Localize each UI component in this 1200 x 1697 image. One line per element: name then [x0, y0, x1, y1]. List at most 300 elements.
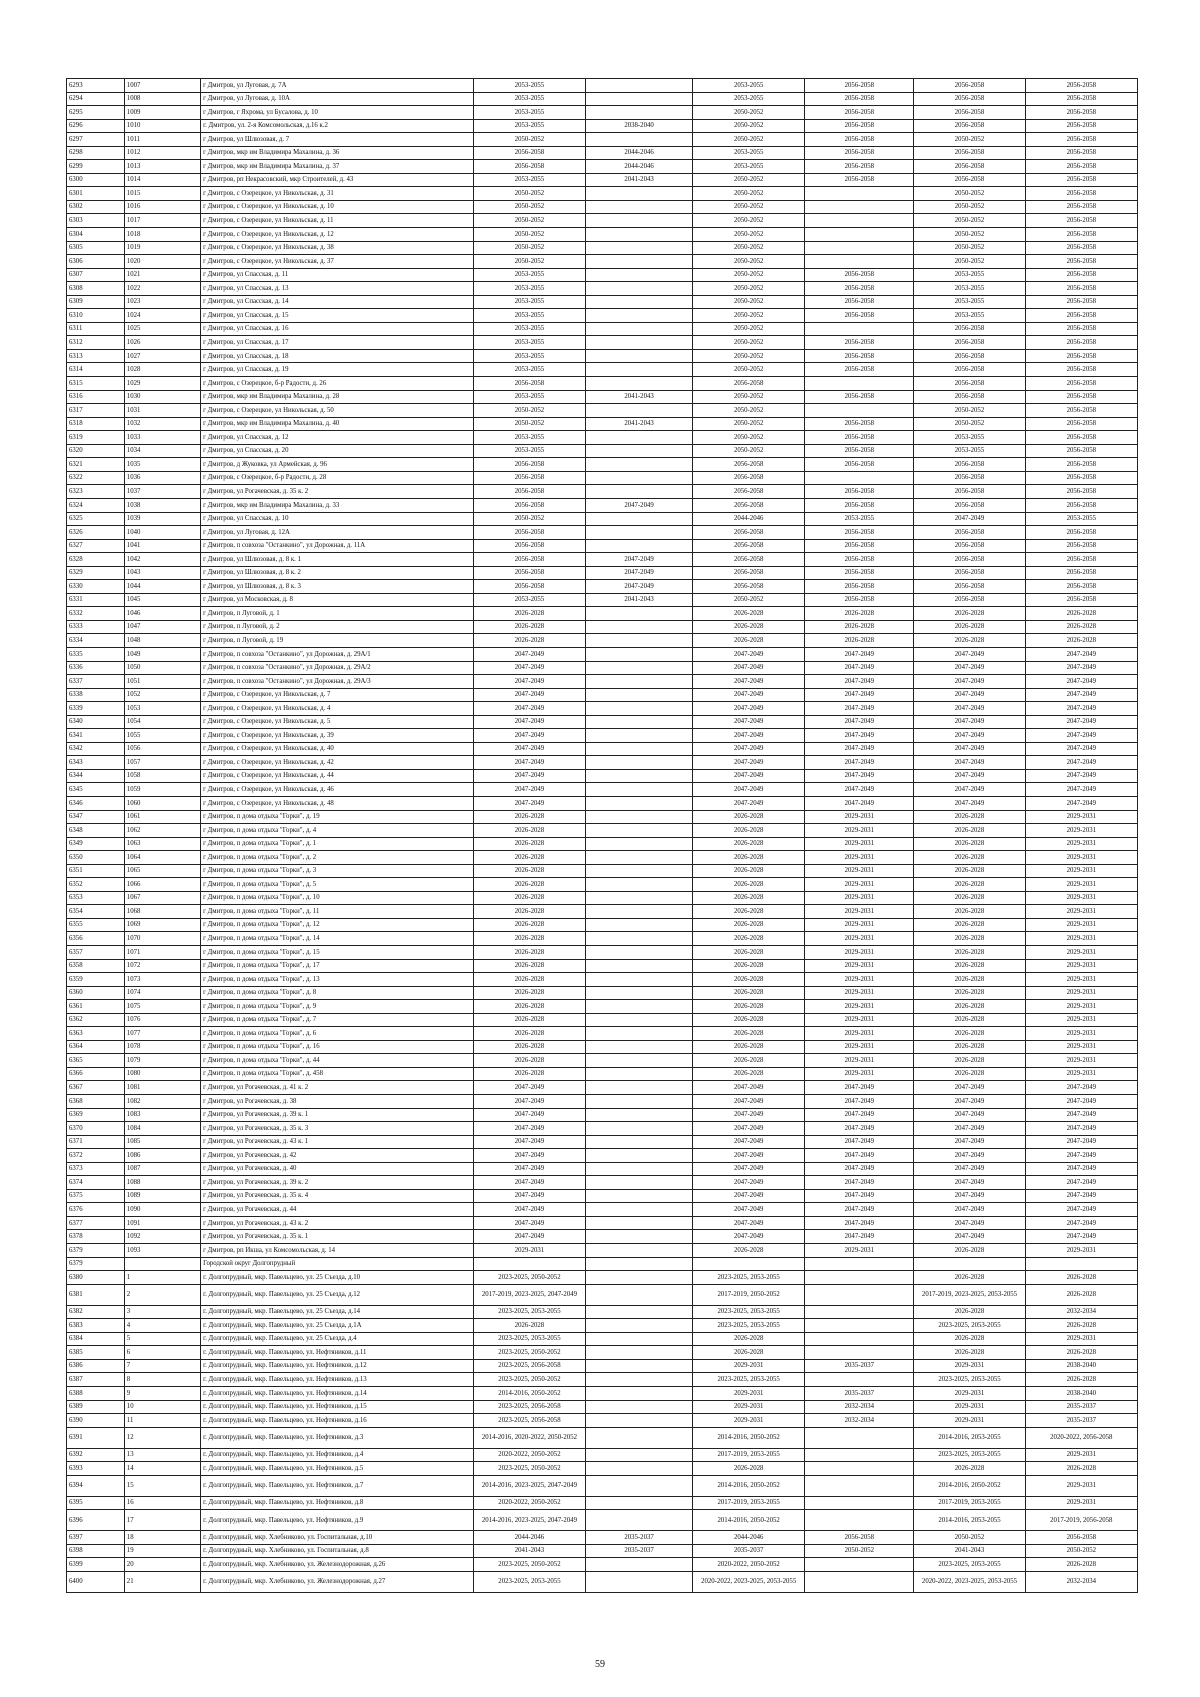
- cell-period-4: [805, 1462, 914, 1476]
- cell-period-3: 2050-2052: [693, 363, 805, 377]
- cell-period-4: 2035-2037: [805, 1386, 914, 1400]
- cell-period-5: 2053-2055: [914, 295, 1025, 309]
- cell-period-1: 2050-2052: [473, 133, 585, 147]
- cell-period-6: 2047-2049: [1025, 647, 1137, 661]
- cell-address: г Дмитров, п дома отдыха "Горки", д. 15: [201, 946, 474, 960]
- cell-period-2: [586, 620, 693, 634]
- cell-row-number: 6315: [67, 377, 125, 391]
- cell-item-number: 1088: [124, 1176, 200, 1190]
- table-row: [67, 1271, 1138, 1285]
- cell-address: г Дмитров, с Озерецкое, ул Никольская, д. 11: [201, 214, 474, 228]
- cell-period-4: 2047-2049: [805, 1216, 914, 1230]
- cell-period-3: 2044-2046: [693, 512, 805, 526]
- table-row: [67, 715, 1138, 729]
- cell-period-3: 2050-2052: [693, 431, 805, 445]
- cell-period-5: 2017-2019, 2053-2055: [914, 1496, 1025, 1510]
- cell-period-2: [586, 309, 693, 323]
- cell-period-6: 2056-2058: [1025, 431, 1137, 445]
- cell-period-1: 2026-2028: [473, 1319, 585, 1333]
- cell-period-4: 2056-2058: [805, 363, 914, 377]
- cell-period-3: 2026-2028: [693, 891, 805, 905]
- cell-period-4: 2047-2049: [805, 688, 914, 702]
- cell-item-number: 20: [124, 1558, 200, 1572]
- cell-period-1: 2026-2028: [473, 932, 585, 946]
- cell-period-1: 2026-2028: [473, 1000, 585, 1014]
- cell-period-3: 2020-2022, 2050-2052: [693, 1558, 805, 1572]
- cell-period-5: 2026-2028: [914, 973, 1025, 987]
- cell-period-1: 2047-2049: [473, 715, 585, 729]
- cell-period-5: 2023-2025, 2053-2055: [914, 1373, 1025, 1387]
- cell-period-5: 2026-2028: [914, 918, 1025, 932]
- cell-address: г Дмитров, ул Спасская, д. 12: [201, 431, 474, 445]
- cell-address: г Дмитров, п совхоза "Останкино", ул Дорожная, д. 11А: [201, 539, 474, 553]
- cell-period-2: [586, 878, 693, 892]
- cell-item-number: 1052: [124, 688, 200, 702]
- cell-period-5: 2053-2055: [914, 431, 1025, 445]
- cell-row-number: 6391: [67, 1427, 125, 1448]
- cell-address: г Дмитров, п дома отдыха "Горки", д. 7: [201, 1013, 474, 1027]
- cell-item-number: 1069: [124, 918, 200, 932]
- cell-period-3: 2047-2049: [693, 769, 805, 783]
- cell-period-2: [586, 1135, 693, 1149]
- cell-address: г Дмитров, ул Рогачевская, д. 43 к. 2: [201, 1216, 474, 1230]
- cell-period-6: 2047-2049: [1025, 729, 1137, 743]
- cell-period-6: 2029-2031: [1025, 1496, 1137, 1510]
- cell-address: г. Долгопрудный, мкр. Павельцево, ул. Нефтяников, д.16: [201, 1414, 474, 1428]
- cell-period-2: [586, 864, 693, 878]
- cell-address: г Дмитров, ул Рогачевская, д. 43 к. 1: [201, 1135, 474, 1149]
- cell-period-5: 2047-2049: [914, 1203, 1025, 1217]
- cell-period-3: 2050-2052: [693, 255, 805, 269]
- cell-period-4: 2056-2058: [805, 1531, 914, 1545]
- table-row: [67, 946, 1138, 960]
- cell-period-3: 2026-2028: [693, 1244, 805, 1258]
- cell-period-1: 2056-2058: [473, 526, 585, 540]
- cell-period-1: 2056-2058: [473, 566, 585, 580]
- cell-period-4: 2056-2058: [805, 580, 914, 594]
- cell-period-4: 2047-2049: [805, 796, 914, 810]
- cell-period-2: [586, 932, 693, 946]
- cell-period-3: 2023-2025, 2053-2055: [693, 1319, 805, 1333]
- cell-period-5: 2056-2058: [914, 471, 1025, 485]
- cell-period-2: [586, 702, 693, 716]
- cell-row-number: 6337: [67, 675, 125, 689]
- cell-period-6: 2026-2028: [1025, 607, 1137, 621]
- cell-period-3: 2047-2049: [693, 1189, 805, 1203]
- cell-period-5: 2047-2049: [914, 796, 1025, 810]
- cell-address: г Дмитров, п Луговой, д. 2: [201, 620, 474, 634]
- cell-period-1: 2026-2028: [473, 864, 585, 878]
- cell-period-3: 2026-2028: [693, 1054, 805, 1068]
- cell-period-2: [586, 1400, 693, 1414]
- cell-address: г. Долгопрудный, мкр. Павельцево, ул. 25 Съезда, д.14: [201, 1305, 474, 1319]
- cell-period-4: [805, 404, 914, 418]
- schedule-table-sheet: [66, 78, 1138, 1593]
- cell-item-number: 17: [124, 1510, 200, 1531]
- cell-period-6: 2029-2031: [1025, 1067, 1137, 1081]
- cell-period-1: 2047-2049: [473, 702, 585, 716]
- cell-period-3: 2026-2028: [693, 1027, 805, 1041]
- cell-row-number: 6385: [67, 1346, 125, 1360]
- cell-period-6: 2047-2049: [1025, 1176, 1137, 1190]
- cell-period-4: [805, 1448, 914, 1462]
- cell-period-4: [805, 377, 914, 391]
- cell-period-4: [805, 1257, 914, 1271]
- cell-period-2: [586, 905, 693, 919]
- cell-item-number: 1087: [124, 1162, 200, 1176]
- cell-item-number: 1085: [124, 1135, 200, 1149]
- cell-period-4: 2056-2058: [805, 146, 914, 160]
- cell-row-number: 6384: [67, 1332, 125, 1346]
- cell-period-3: 2053-2055: [693, 146, 805, 160]
- cell-period-6: 2047-2049: [1025, 1203, 1137, 1217]
- cell-period-2: [586, 349, 693, 363]
- cell-item-number: 1037: [124, 485, 200, 499]
- cell-period-4: 2056-2058: [805, 79, 914, 93]
- cell-period-2: [586, 431, 693, 445]
- cell-period-2: 2041-2043: [586, 593, 693, 607]
- cell-item-number: 1077: [124, 1027, 200, 1041]
- cell-period-4: 2047-2049: [805, 1108, 914, 1122]
- cell-period-2: [586, 1257, 693, 1271]
- cell-period-3: 2023-2025, 2053-2055: [693, 1373, 805, 1387]
- cell-period-2: 2047-2049: [586, 566, 693, 580]
- cell-period-1: 2047-2049: [473, 1149, 585, 1163]
- cell-period-2: [586, 715, 693, 729]
- cell-period-5: 2026-2028: [914, 1013, 1025, 1027]
- cell-row-number: 6318: [67, 417, 125, 431]
- cell-period-3: 2056-2058: [693, 485, 805, 499]
- table-row: [67, 1427, 1138, 1448]
- cell-period-3: 2056-2058: [693, 458, 805, 472]
- cell-period-5: 2047-2049: [914, 769, 1025, 783]
- cell-row-number: 6395: [67, 1496, 125, 1510]
- cell-period-5: 2056-2058: [914, 377, 1025, 391]
- cell-row-number: 6357: [67, 946, 125, 960]
- table-row: [67, 1386, 1138, 1400]
- cell-row-number: 6324: [67, 498, 125, 512]
- cell-item-number: 1057: [124, 756, 200, 770]
- cell-address: г Дмитров, ул Спасская, д. 10: [201, 512, 474, 526]
- cell-period-1: 2023-2025, 2050-2052: [473, 1373, 585, 1387]
- cell-address: г Дмитров, ул Шлюзовая, д. 8 к. 1: [201, 553, 474, 567]
- cell-period-1: 2047-2049: [473, 742, 585, 756]
- cell-period-4: [805, 1373, 914, 1387]
- cell-period-2: [586, 796, 693, 810]
- cell-period-3: 2056-2058: [693, 566, 805, 580]
- cell-item-number: 1051: [124, 675, 200, 689]
- cell-address: г Дмитров, ул Спасская, д. 11: [201, 268, 474, 282]
- table-row: [67, 1359, 1138, 1373]
- cell-item-number: 1039: [124, 512, 200, 526]
- cell-period-3: 2026-2028: [693, 810, 805, 824]
- table-row: [67, 1531, 1138, 1545]
- cell-row-number: 6369: [67, 1108, 125, 1122]
- cell-row-number: 6380: [67, 1271, 125, 1285]
- cell-period-4: 2056-2058: [805, 593, 914, 607]
- cell-period-3: 2050-2052: [693, 200, 805, 214]
- cell-period-6: 2047-2049: [1025, 1149, 1137, 1163]
- cell-address: г Дмитров, п дома отдыха "Горки", д. 8: [201, 986, 474, 1000]
- cell-period-3: 2029-2031: [693, 1386, 805, 1400]
- cell-row-number: 6362: [67, 1013, 125, 1027]
- cell-row-number: 6388: [67, 1386, 125, 1400]
- cell-period-1: 2047-2049: [473, 1081, 585, 1095]
- cell-address: г Дмитров, п дома отдыха "Горки", д. 6: [201, 1027, 474, 1041]
- cell-item-number: 1014: [124, 173, 200, 187]
- cell-row-number: 6386: [67, 1359, 125, 1373]
- cell-period-5: 2053-2055: [914, 268, 1025, 282]
- cell-period-3: 2047-2049: [693, 661, 805, 675]
- cell-period-1: 2026-2028: [473, 959, 585, 973]
- table-row: [67, 1176, 1138, 1190]
- cell-period-4: 2047-2049: [805, 1189, 914, 1203]
- cell-period-1: 2053-2055: [473, 173, 585, 187]
- cell-period-2: [586, 783, 693, 797]
- cell-period-3: 2050-2052: [693, 187, 805, 201]
- cell-address: г Дмитров, п дома отдыха "Горки", д. 1: [201, 837, 474, 851]
- cell-address: г Дмитров, мкр им Владимира Махалина, д. 33: [201, 498, 474, 512]
- cell-row-number: 6345: [67, 783, 125, 797]
- cell-period-3: 2050-2052: [693, 228, 805, 242]
- table-row: [67, 905, 1138, 919]
- cell-period-6: 2056-2058: [1025, 268, 1137, 282]
- cell-row-number: 6332: [67, 607, 125, 621]
- cell-period-6: 2026-2028: [1025, 1373, 1137, 1387]
- cell-row-number: 6306: [67, 255, 125, 269]
- cell-period-6: 2056-2058: [1025, 187, 1137, 201]
- cell-row-number: 6351: [67, 864, 125, 878]
- cell-period-4: 2029-2031: [805, 864, 914, 878]
- cell-period-6: 2050-2052: [1025, 1544, 1137, 1558]
- cell-row-number: 6396: [67, 1510, 125, 1531]
- cell-period-5: 2026-2028: [914, 1244, 1025, 1258]
- cell-address: г Дмитров, ул Рогачевская, д. 35 к. 2: [201, 485, 474, 499]
- cell-address: г Дмитров, с Озерецкое, ул Никольская, д. 4: [201, 702, 474, 716]
- cell-period-6: 2026-2028: [1025, 634, 1137, 648]
- cell-item-number: 10: [124, 1400, 200, 1414]
- cell-address: г. Долгопрудный, мкр. Хлебниково, ул. Госпитальная, д.10: [201, 1531, 474, 1545]
- cell-row-number: 6336: [67, 661, 125, 675]
- cell-period-6: 2056-2058: [1025, 160, 1137, 174]
- cell-period-4: [805, 1305, 914, 1319]
- cell-period-1: 2047-2049: [473, 1203, 585, 1217]
- cell-period-4: 2047-2049: [805, 742, 914, 756]
- cell-row-number: 6354: [67, 905, 125, 919]
- cell-item-number: 1017: [124, 214, 200, 228]
- cell-period-6: 2056-2058: [1025, 417, 1137, 431]
- cell-period-1: 2056-2058: [473, 471, 585, 485]
- cell-period-5: 2023-2025, 2053-2055: [914, 1319, 1025, 1333]
- cell-period-5: 2026-2028: [914, 837, 1025, 851]
- cell-period-1: 2020-2022, 2050-2052: [473, 1496, 585, 1510]
- cell-address: г Дмитров, п дома отдыха "Горки", д. 3: [201, 864, 474, 878]
- cell-row-number: 6317: [67, 404, 125, 418]
- cell-period-1: 2050-2052: [473, 255, 585, 269]
- cell-period-5: 2026-2028: [914, 1305, 1025, 1319]
- cell-period-5: 2047-2049: [914, 783, 1025, 797]
- cell-period-2: 2041-2043: [586, 173, 693, 187]
- cell-period-5: 2047-2049: [914, 742, 1025, 756]
- cell-period-6: 2056-2058: [1025, 553, 1137, 567]
- cell-item-number: 1010: [124, 119, 200, 133]
- cell-period-4: 2056-2058: [805, 390, 914, 404]
- cell-period-5: 2026-2028: [914, 1332, 1025, 1346]
- cell-item-number: 21: [124, 1571, 200, 1592]
- cell-period-6: 2029-2031: [1025, 1475, 1137, 1496]
- cell-period-3: 2017-2019, 2050-2052: [693, 1284, 805, 1305]
- cell-period-2: [586, 851, 693, 865]
- cell-period-4: 2029-2031: [805, 1244, 914, 1258]
- cell-period-3: 2056-2058: [693, 553, 805, 567]
- table-row: [67, 146, 1138, 160]
- cell-period-3: 2050-2052: [693, 214, 805, 228]
- cell-period-5: 2026-2028: [914, 1040, 1025, 1054]
- cell-period-2: [586, 837, 693, 851]
- cell-period-4: 2029-2031: [805, 1000, 914, 1014]
- cell-period-3: 2017-2019, 2053-2055: [693, 1448, 805, 1462]
- cell-item-number: 1022: [124, 282, 200, 296]
- cell-period-2: 2038-2040: [586, 119, 693, 133]
- cell-address: г Дмитров, д Жуковка, ул Армейская, д. 96: [201, 458, 474, 472]
- cell-period-6: 2056-2058: [1025, 214, 1137, 228]
- table-row: [67, 173, 1138, 187]
- cell-row-number: 6356: [67, 932, 125, 946]
- cell-item-number: 1047: [124, 620, 200, 634]
- cell-period-3: 2026-2028: [693, 837, 805, 851]
- table-row: [67, 783, 1138, 797]
- table-row: [67, 1000, 1138, 1014]
- cell-period-1: 2014-2016, 2023-2025, 2047-2049: [473, 1475, 585, 1496]
- cell-item-number: 1086: [124, 1149, 200, 1163]
- cell-period-3: 2050-2052: [693, 119, 805, 133]
- table-row: [67, 404, 1138, 418]
- cell-row-number: 6370: [67, 1122, 125, 1136]
- cell-period-6: 2056-2058: [1025, 322, 1137, 336]
- cell-period-4: 2047-2049: [805, 1176, 914, 1190]
- cell-item-number: 1071: [124, 946, 200, 960]
- cell-row-number: 6339: [67, 702, 125, 716]
- cell-row-number: 6309: [67, 295, 125, 309]
- table-row: [67, 1496, 1138, 1510]
- cell-period-6: 2056-2058: [1025, 580, 1137, 594]
- cell-period-3: 2026-2028: [693, 634, 805, 648]
- cell-period-4: [805, 471, 914, 485]
- cell-address: г Дмитров, п совхоза "Останкино", ул Дорожная, д. 29А/1: [201, 647, 474, 661]
- cell-period-2: [586, 1230, 693, 1244]
- cell-period-4: 2047-2049: [805, 1081, 914, 1095]
- cell-period-4: 2056-2058: [805, 309, 914, 323]
- cell-period-4: 2056-2058: [805, 268, 914, 282]
- cell-row-number: 6359: [67, 973, 125, 987]
- cell-period-2: [586, 1149, 693, 1163]
- cell-period-1: 2026-2028: [473, 946, 585, 960]
- cell-period-3: 2047-2049: [693, 1081, 805, 1095]
- cell-row-number: 6314: [67, 363, 125, 377]
- cell-period-2: 2035-2037: [586, 1531, 693, 1545]
- cell-period-3: 2026-2028: [693, 932, 805, 946]
- cell-address: г. Долгопрудный, мкр. Хлебниково, ул. Госпитальная, д.8: [201, 1544, 474, 1558]
- table-row: [67, 1558, 1138, 1572]
- cell-period-1: 2023-2025, 2056-2058: [473, 1359, 585, 1373]
- cell-period-6: 2026-2028: [1025, 1462, 1137, 1476]
- cell-row-number: 6295: [67, 106, 125, 120]
- cell-row-number: 6358: [67, 959, 125, 973]
- cell-period-2: [586, 729, 693, 743]
- cell-period-2: [586, 336, 693, 350]
- cell-row-number: 6333: [67, 620, 125, 634]
- cell-period-3: 2026-2028: [693, 1332, 805, 1346]
- cell-period-5: 2029-2031: [914, 1414, 1025, 1428]
- cell-period-5: 2056-2058: [914, 322, 1025, 336]
- cell-period-1: 2047-2049: [473, 1162, 585, 1176]
- cell-period-5: 2047-2049: [914, 675, 1025, 689]
- cell-period-2: [586, 1095, 693, 1109]
- cell-period-3: 2047-2049: [693, 1230, 805, 1244]
- cell-period-3: 2029-2031: [693, 1400, 805, 1414]
- cell-row-number: 6379: [67, 1244, 125, 1258]
- cell-item-number: 1073: [124, 973, 200, 987]
- cell-period-1: 2050-2052: [473, 241, 585, 255]
- cell-period-1: 2050-2052: [473, 187, 585, 201]
- cell-period-5: 2020-2022, 2023-2025, 2053-2055: [914, 1571, 1025, 1592]
- cell-item-number: 1019: [124, 241, 200, 255]
- cell-item-number: 1031: [124, 404, 200, 418]
- cell-period-1: 2044-2046: [473, 1531, 585, 1545]
- cell-period-3: 2026-2028: [693, 918, 805, 932]
- table-row: [67, 1095, 1138, 1109]
- cell-period-2: [586, 1332, 693, 1346]
- cell-period-5: 2017-2019, 2023-2025, 2053-2055: [914, 1284, 1025, 1305]
- cell-period-5: 2056-2058: [914, 160, 1025, 174]
- cell-row-number: 6330: [67, 580, 125, 594]
- cell-period-3: 2026-2028: [693, 905, 805, 919]
- cell-period-2: [586, 891, 693, 905]
- cell-period-5: 2029-2031: [914, 1386, 1025, 1400]
- cell-address: г Дмитров, ул Московская, д. 8: [201, 593, 474, 607]
- cell-address: г Дмитров, с Озерецкое, ул Никольская, д. 10: [201, 200, 474, 214]
- cell-period-2: [586, 973, 693, 987]
- table-row: [67, 1475, 1138, 1496]
- cell-period-1: 2047-2049: [473, 1108, 585, 1122]
- cell-period-3: 2014-2016, 2050-2052: [693, 1510, 805, 1531]
- cell-period-3: 2047-2049: [693, 1095, 805, 1109]
- cell-period-1: 2047-2049: [473, 756, 585, 770]
- cell-row-number: 6340: [67, 715, 125, 729]
- cell-period-4: 2047-2049: [805, 1162, 914, 1176]
- cell-period-3: 2047-2049: [693, 1162, 805, 1176]
- cell-address: г Дмитров, с Озерецкое, ул Никольская, д. 39: [201, 729, 474, 743]
- cell-period-4: 2056-2058: [805, 485, 914, 499]
- cell-period-4: 2056-2058: [805, 106, 914, 120]
- cell-period-1: 2047-2049: [473, 1189, 585, 1203]
- cell-row-number: 6297: [67, 133, 125, 147]
- cell-period-4: 2047-2049: [805, 1095, 914, 1109]
- table-row: [67, 1244, 1138, 1258]
- cell-period-6: 2056-2058: [1025, 282, 1137, 296]
- cell-address: г. Долгопрудный, мкр. Павельцево, ул. Нефтяников, д.13: [201, 1373, 474, 1387]
- cell-address: г Дмитров, с Озерецкое, ул Никольская, д. 40: [201, 742, 474, 756]
- cell-item-number: 1028: [124, 363, 200, 377]
- cell-period-5: 2047-2049: [914, 1095, 1025, 1109]
- cell-period-4: [805, 241, 914, 255]
- cell-item-number: 1063: [124, 837, 200, 851]
- cell-period-3: 2050-2052: [693, 106, 805, 120]
- cell-period-5: 2050-2052: [914, 200, 1025, 214]
- cell-row-number: 6329: [67, 566, 125, 580]
- cell-address: г. Долгопрудный, мкр. Павельцево, ул. Нефтяников, д.14: [201, 1386, 474, 1400]
- cell-address: г. Дмитров, ул. 2-я Комсомольская, д.16 к.2: [201, 119, 474, 133]
